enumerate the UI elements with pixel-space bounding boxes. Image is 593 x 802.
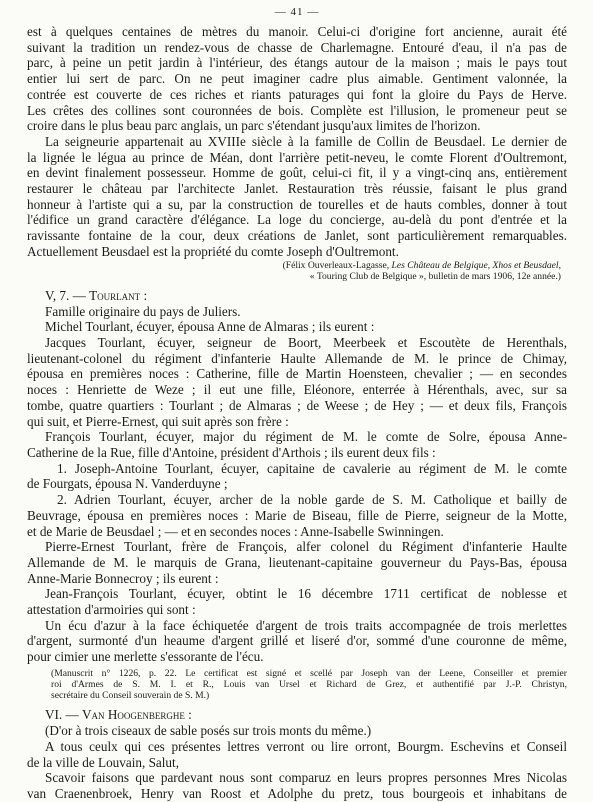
- text-line: parc, à peine un petit jardin à l'intérieur, des étangs autour de la maison ; mais le pays tout: [27, 55, 567, 71]
- text-line: et de Marie de Beusdael ; — et en secondes noces : Anne-Isabelle Swinningen.: [27, 523, 444, 539]
- text-line: Beuvrage, épousa en premières noces : Marie de Biseau, fille de Pierre, seigneur de la Motte,: [27, 507, 567, 523]
- text-line: Scavoir faisons que pardevant nous sont comparuz en leurs propres personnes Mres Nicolas: [45, 770, 567, 786]
- section-number: V, 7. —: [45, 287, 90, 303]
- text-line: Famille originaire du pays de Juliers.: [45, 303, 241, 319]
- citation-line-2: « Touring Club de Belgique », bulletin de mars 1906, 12e année.): [309, 270, 561, 282]
- text-line: Les crêtes des collines sont couronnées de bois. Complète est l'illusion, le promeneur peut se: [27, 102, 567, 118]
- text-line: suivant la tradition un rendez-vous de chasse de Charlemagne. Entouré d'eau, il n'a pas de: [27, 39, 567, 55]
- citation-author: (Félix Ouverleaux-Lagasse,: [282, 259, 392, 271]
- text-line: en devint finalement possesseur. Homme de goût, celui-ci fit, il y a vingt-cinq ans, entièrement: [27, 165, 567, 181]
- section-tourlant-body: [27, 304, 567, 665]
- text-line: Un écu d'azur à la face échiquetée d'argent de trois traits accompagnée de trois merlettes: [45, 617, 567, 633]
- citation-title: Les Château de Belgique, Xhos et Beusdael,: [391, 259, 561, 271]
- text-line: la lignée le légua au prince de Méan, dont l'arrière petit-neveu, le comte Florent d'Oultremont,: [27, 149, 567, 165]
- text-line: van Craenenbroek, Henry van Roost et Adolphe du pretz, tous bourgeois et inhabitans de: [27, 785, 567, 801]
- text-line: entier lui sert de parc. On ne peut imaginer cadre plus aimable. Gentiment valonnée, la: [27, 71, 567, 87]
- text-line: d'argent, surmonté d'un heaume d'argent grillé et liseré d'or, sommé d'une couronne de même,: [27, 633, 567, 649]
- text-line: Actuellement Beusdael est la propriété du comte Joseph d'Oultremont.: [27, 243, 399, 259]
- text-line: lieutenant-colonel du régiment d'infanterie Haulte Allemande de M. le prince de Chimay,: [27, 350, 567, 366]
- section-colon: :: [140, 287, 148, 303]
- text-line: contrée est couverte de ces riches et riants paturages qui font la gloire du Pays de Herve.: [27, 86, 567, 102]
- text-line: 2. Adrien Tourlant, écuyer, archer de la noble garde de S. M. Catholique et bailly de: [57, 492, 567, 508]
- section-van-hoogenberghe-body: [27, 723, 567, 802]
- section-name: Tourlant: [89, 287, 141, 303]
- text-line: Anne-Marie Bonnecroy ; ils eurent :: [27, 570, 219, 586]
- paragraph-seigneurie-history: [27, 134, 567, 260]
- text-line: roi d'Armes de S. M. I. et R., Louis van Ursel et Richard de Grez, et authentifié par J.-P. Christyn,: [51, 679, 567, 691]
- text-line: François Tourlant, écuyer, major du régiment de M. le comte de Solre, épousa Anne-: [45, 429, 567, 445]
- section-name: Van Hoogenberghe: [82, 707, 185, 723]
- section-colon: :: [184, 707, 192, 723]
- text-line: est à quelques centaines de mètres du manoir. Celui-ci d'origine fort ancienne, aurait été: [27, 24, 567, 39]
- text-line: tombe, quatre quartiers : Tourlant ; de Almaras ; de Weese ; de Hey ; — et deux fils, François: [27, 397, 567, 413]
- text-line: ravissante fontaine de la cour, deux créations de Janlet, sont particulièrement remarquables.: [27, 228, 567, 244]
- text-line: Allemande de M. le marquis de Grana, lieutenant-capitaine gouverneur du Pays-Bas, épousa: [27, 554, 567, 570]
- text-line: noces : Henriette de Weze ; il eut une fille, Eléonore, enterrée à Hérenthals, avec, sur sa: [27, 382, 567, 398]
- section-number: VI. —: [45, 707, 82, 723]
- text-line: pour cimier une merlette s'essorante de l'écu.: [27, 649, 264, 665]
- text-line: Michel Tourlant, écuyer, épousa Anne de Almaras ; ils eurent :: [45, 319, 375, 335]
- text-line: Catherine de la Rue, fille d'Antoine, président d'Arthois ; ils eurent deux fils :: [27, 444, 436, 460]
- text-line: Jean-François Tourlant, écuyer, obtint le 16 décembre 1711 certificat de noblesse et: [45, 586, 567, 602]
- text-line: de la ville de Louvain, Salut,: [27, 754, 179, 770]
- text-line: restaurer le château par l'architecte Janlet. Restauration très réussie, faisant le plus grand: [27, 181, 567, 197]
- text-line: secrétaire du Conseil souverain de S. M.): [51, 690, 210, 702]
- text-line: Jacques Tourlant, écuyer, seigneur de Boort, Meerbeek et Escoutète de Herenthals,: [45, 335, 567, 351]
- text-line: Pierre-Ernest Tourlant, frère de François, alfer colonel du Régiment d'infanterie Haulte: [45, 539, 567, 555]
- text-line: l'édifice un grand caractère d'élégance. La loge du concierge, au-delà du pont d'entrée et la: [27, 212, 567, 228]
- manuscript-footnote: [27, 668, 567, 702]
- text-line: (D'or à trois ciseaux de sable posés sur trois monts du même.): [45, 723, 372, 739]
- text-line: attestation d'armoiries qui sont :: [27, 602, 196, 618]
- page-number: — 41 —: [274, 6, 320, 18]
- citation-line-1: [27, 260, 567, 271]
- text-line: qui suit, et Pierre-Ernest, qui suit après son frère :: [27, 413, 289, 429]
- text-line: épousa en premières noces : Catherine, fille de Martin Hoensteen, chevalier ; — en secondes: [27, 366, 567, 382]
- paragraph-manor-description: [27, 24, 567, 134]
- section-heading-van-hoogenberghe: [27, 707, 567, 723]
- text-line: La seigneurie appartenait au XVIIIe siècle à la famille de Collin de Beusdael. Le dernier de: [45, 133, 567, 149]
- text-line: de Fourgats, épousa N. Vanderduyne ;: [27, 476, 228, 492]
- text-line: A tous ceulx qui ces présentes lettres verront ou lire orront, Bourgm. Eschevins et Conseil: [45, 738, 567, 754]
- section-heading-tourlant: [27, 288, 567, 304]
- text-line: (Manuscrit n° 1226, p. 22. Le certificat est signé et scellé par Joseph van der Leene, Conseiller et premier: [51, 667, 567, 679]
- text-line: 1. Joseph-Antoine Tourlant, écuyer, capitaine de cavalerie au régiment de M. le comte: [57, 460, 567, 476]
- text-line: croire dans le plus beau parc anglais, un parc s'étendant jusqu'aux limites de l'horizon.: [27, 118, 481, 134]
- text-line: honneur à l'artiste qui a su, par la construction de tourelles et de hauts combles, donner à tout: [27, 196, 567, 212]
